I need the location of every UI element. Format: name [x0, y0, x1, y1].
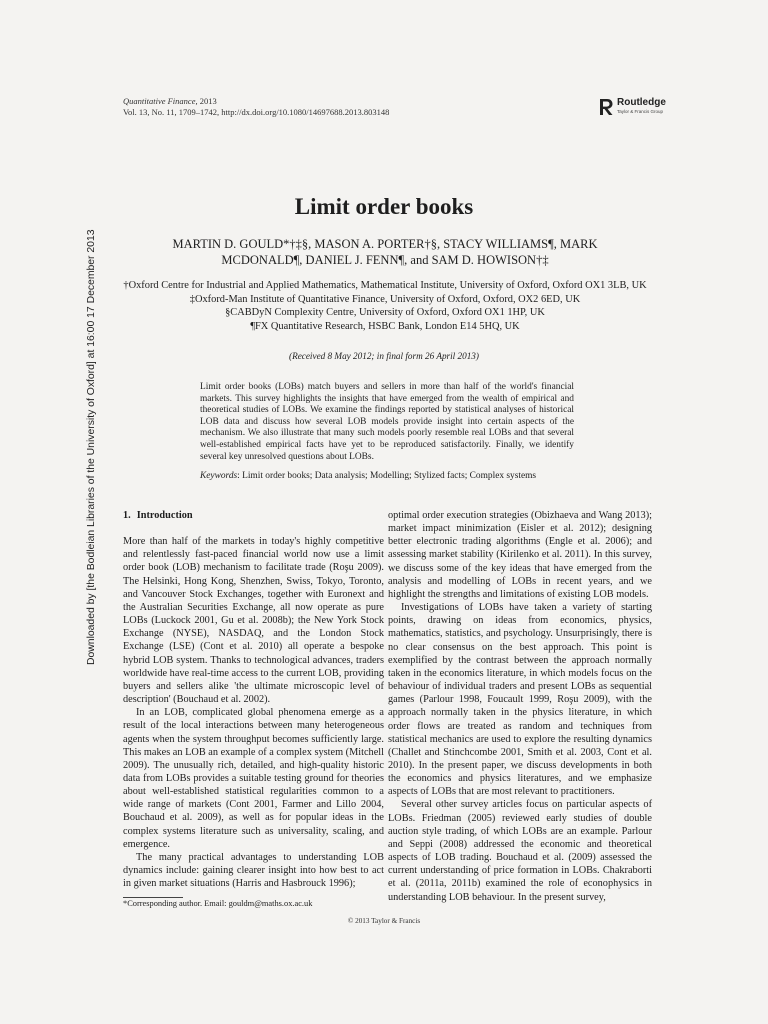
paper-title: Limit order books: [294, 194, 474, 219]
received-dates: (Received 8 May 2012; in final form 26 April 2013): [289, 351, 479, 361]
left-column: [123, 509, 384, 890]
section-heading: [123, 509, 384, 522]
affiliation: ‡Oxford-Man Institute of Quantitative Finance, University of Oxford, Oxford, OX2 6ED, UK: [189, 293, 581, 305]
keywords: [200, 471, 580, 481]
routledge-logo-icon: [598, 98, 614, 116]
body-paragraph: In an LOB, complicated global phenomena emerge as a result of the local interactions between many heterogeneous agents when the system throughput becomes sufficiently large. This makes an LOB an example of a complex system (Mitchell 2009). The unusually rich, detailed, and high-quality historic data from LOBs provides a suitable testing ground for theories about well-established statistical regularities common to a wide range of markets (Cont 2001, Farmer and Lillo 2004, Bouchaud et al. 2009), as well as for popular ideas in the complex systems literature such as universality, scaling, and emergence.: [123, 707, 384, 850]
right-column: [388, 509, 652, 904]
journal-year: , 2013: [195, 96, 217, 106]
body-paragraph: Several other survey articles focus on particular aspects of LOBs. Friedman (2005) reviewed early studies of double auction style trading, of which LOBs are an example. Parlour and Seppi (2008) addressed the economic and theoretical aspects of LOB trading. Bouchaud et al. (2009) assessed the current understanding of price formation in LOBs. Chakraborti et al. (2011a, 2011b) examined the role of econophysics in understanding LOB behaviour. In the present survey,: [388, 799, 652, 903]
corresponding-author-footnote: *Corresponding author. Email: gouldm@maths.ox.ac.uk: [123, 899, 313, 908]
author-list: [150, 236, 620, 268]
affiliation: §CABDyN Complexity Centre, University of Oxford, Oxford OX1 1HP, UK: [225, 307, 545, 319]
keywords-text: : Limit order books; Data analysis; Modelling; Stylized facts; Complex systems: [237, 471, 537, 481]
body-paragraph: optimal order execution strategies (Obizhaeva and Wang 2013); market impact minimization (Eisler et al. 2012); designing better electronic trading algorithms (Engle et al. 2006); and assessing market stability (Kirilenko et al. 2011). In this survey, we discuss some of the key ideas that have emerged from the analysis and modelling of LOBs in recent years, and we highlight the strengths and limitations of existing LOB models.: [388, 510, 652, 600]
publisher-subtitle: Taylor & Francis Group: [617, 109, 664, 114]
authors-line-1: MARTIN D. GOULD*†‡§, MASON A. PORTER†§, STACY WILLIAMS¶, MARK: [172, 237, 598, 251]
journal-citation: Vol. 13, No. 11, 1709–1742, http://dx.doi.org/10.1080/14697688.2013.803148: [123, 107, 390, 117]
copyright-notice: © 2013 Taylor & Francis: [347, 917, 421, 925]
abstract: Limit order books (LOBs) match buyers and sellers in more than half of the world's financial markets. This survey highlights the insights that have emerged from the wealth of empirical and theoretical studies of LOBs. We examine the findings reported by statistical analyses of historical LOB data and discuss how several LOB models provide insight into certain aspects of the mechanism. We also illustrate that many such models poorly resemble real LOBs and that several well-established empirical facts have yet to be reproduced satisfactorily. Finally, we identify several key unresolved questions about LOBs.: [200, 382, 574, 462]
journal-header: [123, 96, 389, 118]
publisher-name: Routledge: [617, 97, 666, 108]
footnote-divider: [123, 897, 183, 898]
section-title: Introduction: [136, 510, 193, 521]
authors-line-2: MCDONALD¶, DANIEL J. FENN¶, and SAM D. HOWISON†‡: [221, 253, 549, 267]
keywords-label: Keywords: [200, 471, 238, 481]
body-paragraph: Investigations of LOBs have taken a variety of starting points, drawing on ideas from economics, physics, mathematics, statistics, and psychology. Unsurprisingly, there is no clear consensus on the best approach. This point is exemplified by the contrast between the approach normally taken in the economics literature, in which models focus on the behaviour of individual traders and present LOBs as sequential games (Parlour 1998, Foucault 1999, Roşu 2009), with the approach normally taken in the physics literature, in which order flows are treated as random and techniques from statistical mechanics are used to explore the resulting dynamics (Challet and Stinchcombe 2001, Smith et al. 2003, Cont et al. 2010). In the present paper, we discuss developments in both the economics and physics literatures, and we emphasize aspects of LOBs that are most relevant to practitioners.: [388, 602, 652, 798]
publisher-logo: [598, 98, 666, 116]
affiliations: [100, 279, 670, 333]
journal-name: Quantitative Finance: [123, 96, 196, 106]
body-paragraph: More than half of the markets in today's highly competitive and relentlessly fast-paced financial world now use a limit order book (LOB) mechanism to facilitate trade (Roşu 2009). The Helsinki, Hong Kong, Shenzhen, Swiss, Tokyo, Toronto, and Vancouver Stock Exchanges, together with Euronext and the Australian Securities Exchange, all now operate as pure LOBs (Luckock 2001, Gu et al. 2008b); the New York Stock Exchange (NYSE), NASDAQ, and the London Stock Exchange (LSE) (Cont et al. 2010) all operate a bespoke hybrid LOB system. Thanks to technological advances, traders worldwide have real-time access to the current LOB, providing buyers and sellers alike 'the ultimate microscopic level of description' (Bouchaud et al. 2002).: [123, 536, 384, 706]
section-number: 1.: [123, 510, 131, 521]
affiliation: ¶FX Quantitative Research, HSBC Bank, London E14 5HQ, UK: [250, 320, 520, 332]
body-paragraph: The many practical advantages to understanding LOB dynamics include: gaining clearer insight into how best to act in given market situations (Harris and Hasbrouck 1996);: [123, 851, 384, 890]
affiliation: †Oxford Centre for Industrial and Applied Mathematics, Mathematical Institute, University of Oxford, Oxford OX1 3LB, UK: [123, 280, 647, 291]
download-watermark: Downloaded by [the Bodleian Libraries of the University of Oxford] at 16:00 17 December 2013: [86, 229, 97, 665]
